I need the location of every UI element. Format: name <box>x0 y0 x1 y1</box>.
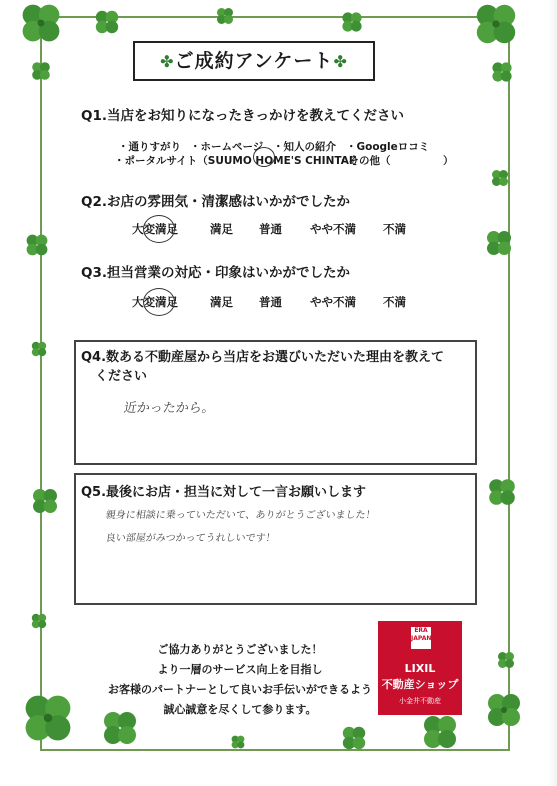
survey-title-text: ご成約アンケート <box>174 50 334 72</box>
q2-rating-very-satisfied[interactable]: 大変満足 <box>132 222 178 236</box>
q2-rating-satisfied[interactable]: 満足 <box>210 222 233 236</box>
clover-icon <box>340 724 368 752</box>
q3-rating-neutral[interactable]: 普通 <box>259 295 282 309</box>
clover-icon <box>490 60 514 84</box>
clover-icon <box>420 712 460 752</box>
q3-question: Q3.担当営業の対応・印象はいかがでしたか <box>81 265 350 281</box>
closing-line: より一層のサービス向上を目指し <box>157 663 323 676</box>
clover-icon <box>230 734 246 750</box>
closing-line: 誠心誠意を尽くして参ります。 <box>163 703 317 716</box>
logo-branch: 小金井不動産 <box>399 697 441 705</box>
clover-icon <box>496 650 516 670</box>
q1-option-referral[interactable]: ・知人の紹介 <box>273 141 336 153</box>
q3-rating-very-satisfied[interactable]: 大変満足 <box>132 295 178 309</box>
q3-rating-somewhat-dissatisfied[interactable]: やや不満 <box>310 295 356 309</box>
q5-question: Q5.最後にお店・担当に対して一言お願いします <box>81 485 367 500</box>
clover-icon <box>20 690 76 746</box>
q4-question-line2: ください <box>95 369 148 384</box>
frame-vine-left <box>40 16 42 751</box>
q1-option-other[interactable]: ・その他（ ） <box>338 155 454 167</box>
q1-option-portal-site[interactable]: ・ポータルサイト（SUUMO HOME'S CHINTAI） <box>114 155 364 167</box>
q2-question: Q2.お店の雰囲気・清潔感はいかがでしたか <box>81 194 350 210</box>
q1-option-homepage[interactable]: ・ホームページ <box>190 141 264 153</box>
survey-title <box>133 41 375 81</box>
q1-option-google-reviews[interactable]: ・Googleロコミ <box>346 141 430 153</box>
closing-message <box>70 640 410 720</box>
clover-icon <box>490 168 510 188</box>
q2-rating-somewhat-dissatisfied[interactable]: やや不満 <box>310 222 356 236</box>
q3-selection-circle <box>143 288 175 316</box>
q5-answer-line1[interactable]: 親身に相談に乗っていただいて、ありがとうございました！ <box>104 510 377 521</box>
clover-icon <box>18 0 64 46</box>
q4-question-line1: Q4.数ある不動産屋から当店をお選びいただいた理由を教えて <box>81 350 445 365</box>
logo-shop-name: 不動産ショップ <box>381 678 459 691</box>
scan-edge-shadow <box>548 0 557 786</box>
q1-selection-circle <box>253 147 275 167</box>
logo-brand: LIXIL <box>404 662 436 675</box>
era-badge: ERA JAPAN <box>411 627 431 649</box>
clover-icon <box>484 690 524 730</box>
closing-line: ご協力ありがとうございました！ <box>157 643 323 656</box>
clover-icon <box>472 0 520 48</box>
clover-deco-icon: ✤ <box>160 52 175 71</box>
clover-icon <box>30 340 48 358</box>
q1-question: Q1.当店をお知りになったきっかけを教えてください <box>81 108 404 124</box>
q2-rating-neutral[interactable]: 普通 <box>259 222 282 236</box>
frame-vine-right <box>508 16 510 751</box>
clover-icon <box>30 60 52 82</box>
q1-option-walk-by[interactable]: ・通りすがり <box>118 141 181 153</box>
clover-icon <box>486 476 518 508</box>
clover-icon <box>484 228 514 258</box>
closing-line: お客様のパートナーとして良いお手伝いができるよう <box>108 683 372 696</box>
clover-deco-icon: ✤ <box>333 52 348 71</box>
clover-icon <box>30 486 60 516</box>
lixil-shop-logo <box>378 621 462 715</box>
clover-icon <box>340 10 364 34</box>
clover-icon <box>24 232 50 258</box>
q3-rating-dissatisfied[interactable]: 不満 <box>383 295 406 309</box>
clover-icon <box>215 6 235 26</box>
clover-icon <box>30 612 48 630</box>
q2-selection-circle <box>143 215 175 243</box>
q3-rating-satisfied[interactable]: 満足 <box>210 295 233 309</box>
q4-answer[interactable]: 近かったから。 <box>122 401 216 416</box>
clover-icon <box>93 8 121 36</box>
q5-answer-line2[interactable]: 良い部屋がみつかってうれしいです！ <box>104 533 277 544</box>
q2-rating-dissatisfied[interactable]: 不満 <box>383 222 406 236</box>
